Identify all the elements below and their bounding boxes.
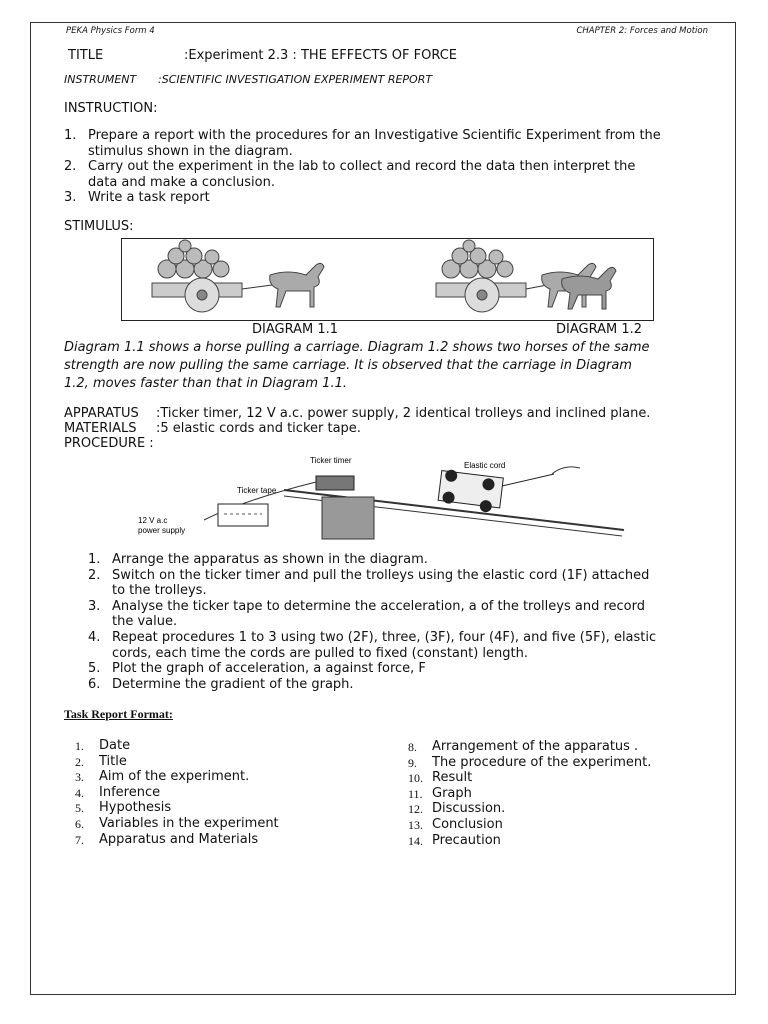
- item-line: Determine the gradient of the graph.: [112, 676, 354, 692]
- title-label: TITLE: [68, 48, 104, 63]
- carriage-one-horse: [152, 240, 324, 312]
- task-report-list-left: [75, 738, 375, 847]
- instruction-list: [64, 128, 734, 206]
- carriage-two-horses: [436, 240, 616, 312]
- instruction-item: [64, 159, 734, 190]
- instruction-item: [64, 190, 734, 206]
- item-text: Precaution: [432, 832, 501, 848]
- wooden-block: [322, 497, 374, 539]
- paragraph-line: 1.2, moves faster than that in Diagram 1.1.: [64, 376, 347, 391]
- item-line: cords, each time the cords are pulled to fixed (constant) length.: [112, 645, 528, 661]
- procedure-list: [88, 552, 728, 692]
- stimulus-heading: STIMULUS:: [64, 219, 134, 234]
- item-text: Arrangement of the apparatus .: [432, 739, 639, 754]
- ticker-timer: [316, 476, 354, 490]
- item-text: Inference: [99, 784, 161, 800]
- item-number: 6.: [75, 816, 84, 831]
- instrument-row: [64, 73, 432, 86]
- item-number: 10.: [408, 771, 423, 786]
- procedure-item: [88, 677, 728, 693]
- item-text: Result: [432, 770, 473, 786]
- task-report-item: [408, 739, 728, 755]
- task-report-item: [75, 738, 375, 754]
- item-number: 1.: [88, 552, 101, 567]
- materials-label: MATERIALS: [64, 421, 137, 436]
- item-text: Aim of the experiment.: [99, 769, 250, 785]
- item-number: 12.: [408, 802, 423, 817]
- instruction-item: [64, 128, 734, 159]
- task-report-item: [408, 770, 728, 786]
- item-text: Hypothesis: [99, 800, 172, 816]
- item-number: 3.: [75, 770, 84, 785]
- procedure-heading: PROCEDURE :: [64, 436, 154, 451]
- power-supply: [218, 504, 268, 526]
- item-text: Apparatus and Materials: [99, 831, 259, 847]
- item-line: Repeat procedures 1 to 3 using two (2F), three, (3F), four (4F), and five (5F), elastic: [112, 629, 657, 645]
- item-number: 14.: [408, 833, 423, 848]
- task-report-item: [75, 785, 375, 801]
- item-number: 4.: [75, 785, 84, 800]
- item-number: 8.: [408, 740, 417, 754]
- item-line: Write a task report: [88, 190, 210, 206]
- item-text: Graph: [432, 785, 472, 801]
- stimulus-paragraph: [64, 339, 724, 393]
- elastic-cord-label: Elastic cord: [464, 461, 506, 470]
- ticker-timer-label: Ticker timer: [310, 456, 352, 465]
- apparatus-label: APPARATUS: [64, 406, 139, 421]
- task-report-list-right: [408, 739, 728, 848]
- item-number: 2.: [75, 754, 84, 769]
- procedure-item: [88, 630, 728, 661]
- item-text: Date: [99, 738, 131, 753]
- supply-label-line2: power supply: [138, 526, 186, 535]
- item-text: Variables in the experiment: [99, 815, 279, 831]
- item-text: Conclusion: [432, 816, 503, 832]
- task-report-item: [408, 786, 728, 802]
- instrument-label: INSTRUMENT: [64, 73, 137, 86]
- task-report-item: [75, 754, 375, 770]
- item-line: Arrange the apparatus as shown in the diagram.: [112, 552, 428, 567]
- procedure-item: [88, 599, 728, 630]
- item-line: to the trolleys.: [112, 583, 207, 599]
- title-row: [64, 48, 457, 63]
- item-number: 1.: [75, 739, 84, 753]
- item-line: the value.: [112, 614, 178, 630]
- item-line: Switch on the ticker timer and pull the trolleys using the elastic cord (1F) attached: [112, 567, 650, 583]
- diagram-1-2-label: DIAGRAM 1.2: [556, 322, 643, 337]
- item-line: Analyse the ticker tape to determine the acceleration, a of the trolleys and record: [112, 598, 645, 614]
- item-text: The procedure of the experiment.: [432, 754, 652, 770]
- instrument-value: :SCIENTIFIC INVESTIGATION EXPERIMENT REPORT: [158, 73, 433, 86]
- item-number: 7.: [75, 832, 84, 847]
- item-number: 5.: [88, 661, 101, 677]
- task-report-item: [75, 816, 375, 832]
- stimulus-illustration: [122, 239, 653, 320]
- ticker-tape-label: Ticker tape: [237, 486, 277, 495]
- item-line: Prepare a report with the procedures for an Investigative Scientific Experiment from the: [88, 128, 661, 143]
- task-report-heading: Task Report Format:: [64, 707, 173, 721]
- item-number: 13.: [408, 817, 423, 832]
- apparatus-value: :Ticker timer, 12 V a.c. power supply, 2 identical trolleys and inclined plane.: [156, 406, 651, 421]
- item-text: Title: [99, 753, 127, 769]
- item-line: data and make a conclusion.: [88, 174, 275, 190]
- task-report-item: [75, 769, 375, 785]
- task-report-item: [75, 832, 375, 848]
- procedure-item: [88, 568, 728, 599]
- item-number: 4.: [88, 629, 101, 645]
- task-report-item: [408, 817, 728, 833]
- item-number: 11.: [408, 786, 423, 801]
- task-report-item: [408, 833, 728, 849]
- apparatus-diagram: [134, 452, 628, 542]
- task-report-item: [408, 801, 728, 817]
- materials-value: :5 elastic cords and ticker tape.: [156, 421, 361, 436]
- paragraph-line: strength are now pulling the same carriage. It is observed that the carriage in Diagram: [64, 358, 632, 373]
- title-value: :Experiment 2.3 : THE EFFECTS OF FORCE: [184, 48, 458, 63]
- procedure-item: [88, 552, 728, 568]
- item-number: 2.: [64, 159, 77, 175]
- item-number: 1.: [64, 128, 77, 143]
- item-line: Plot the graph of acceleration, a against force, F: [112, 661, 426, 677]
- item-line: Carry out the experiment in the lab to collect and record the data then interpret the: [88, 159, 636, 175]
- item-text: Discussion.: [432, 801, 506, 817]
- apparatus-row: [64, 406, 650, 421]
- supply-label-line1: 12 V a.c: [138, 516, 168, 525]
- instruction-heading: INSTRUCTION:: [64, 101, 158, 116]
- materials-row: [64, 421, 361, 436]
- task-report-item: [408, 755, 728, 771]
- paragraph-line: Diagram 1.1 shows a horse pulling a carriage. Diagram 1.2 shows two horses of the same: [64, 340, 650, 355]
- item-number: 2.: [88, 567, 101, 583]
- task-report-item: [75, 800, 375, 816]
- procedure-item: [88, 661, 728, 677]
- item-number: 5.: [75, 801, 84, 816]
- item-line: stimulus shown in the diagram.: [88, 143, 293, 159]
- header-left: PEKA Physics Form 4: [66, 26, 155, 36]
- header-right: CHAPTER 2: Forces and Motion: [576, 26, 708, 36]
- item-number: 3.: [64, 190, 77, 206]
- stimulus-diagram-box: [121, 238, 654, 321]
- diagram-1-1-label: DIAGRAM 1.1: [252, 322, 339, 337]
- item-number: 9.: [408, 755, 417, 770]
- item-number: 6.: [88, 676, 101, 692]
- item-number: 3.: [88, 598, 101, 614]
